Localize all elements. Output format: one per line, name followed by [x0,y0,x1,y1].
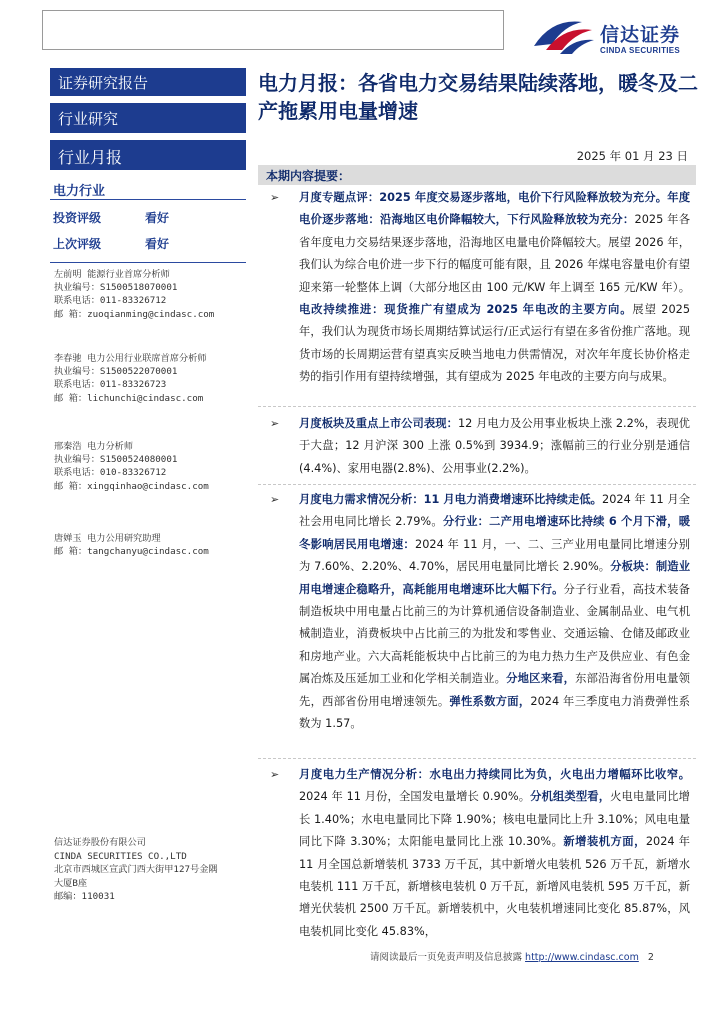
bullet-paragraph: ➢ 月度专题点评：2025 年度交易逐步落地，电价下行风险释放较为充分。年度电价逐步落地：沿海地区电价降幅较大，下行风险释放较为充分：2025 年各省年度电力交易结果逐步落地，沿海地区电量电价降幅较大。展望 2026 年，我们认为综合电价进一步下行的幅度可能有限，且 2026 年煤电容量电价有望迎来第一轮整体上调（大部分地区由 100 元/KW 年上调至 165 元/KW 年）。电改持续推进：现货推广有望成为 2025 年电改的主要方向。展望 2025 年，我们认为现货市场长周期结算试运行/正式运行有望在多省份推广落地。现货市场的长周期运营有望真实反映当地电力供需情况，对次年年度长协价格走势的指引作用有望持续增强，其有望成为 2025 年电改的主要方向与成果。 [270,187,690,389]
report-title: 电力月报：各省电力交易结果陆续落地，暖冬及二产拖累用电量增速 [258,71,698,123]
sidebar-divider [50,199,246,200]
analyst-card: 左前明 能源行业首席分析师 执业编号：S1500518070001 联系电话：011-83326712 邮 箱：zuoqianming@cindasc.com [54,269,215,320]
analyst-card: 唐婵玉 电力公用研究助理 邮 箱：tangchanyu@cindasc.com [54,533,209,558]
section-divider [258,758,696,759]
arrow-bullet-icon: ➢ [270,191,280,204]
sidebar-report-type: 证券研究报告 [50,68,246,96]
cinda-logo-icon [530,16,596,58]
page-number: 2 [647,952,654,963]
arrow-bullet-icon: ➢ [270,417,280,430]
analyst-card: 李春驰 电力公用行业联席首席分析师 执业编号：S1500522070001 联系电话：011-83326723 邮 箱：lichunchi@cindasc.com [54,353,207,404]
arrow-bullet-icon: ➢ [270,493,280,506]
cinda-logo [530,14,710,62]
section-divider [258,484,696,485]
section-divider [258,406,696,407]
website-link[interactable]: http://www.cindasc.com [525,952,639,963]
bullet-paragraph: ➢ 月度板块及重点上市公司表现：12 月电力及公用事业板块上涨 2.2%，表现优于大盘；12 月沪深 300 上涨 0.5%到 3934.9；涨幅前三的行业分别是通信(4.4%)、家用电器(2.8%)、公用事业(2.2%)。 [270,413,690,480]
logo-chinese: 信达证券 [600,24,681,46]
arrow-bullet-icon: ➢ [270,768,280,781]
bullet-paragraph: ➢ 月度电力生产情况分析：水电出力持续同比为负，火电出力增幅环比收窄。2024 年 11 月份，全国发电量增长 0.90%。分机组类型看，火电电量同比增长 1.40%；水电电量同比下降 1.90%；核电电量同比上升 3.10%；风电电量同比下降 3.30%；太阳能电量同比上涨 10.30%。新增装机方面，2024 年 11 月全国总新增装机 3733 万千瓦，其中新增火电装机 526 万千瓦，新增水电装机 111 万千瓦，新增核电装机 0 万千瓦，新增风电装机 595 万千瓦，新增光伏装机 2500 万千瓦。新增装机中，火电装机增速同比变化 85.87%，风电装机同比变化 45.83%， [270,764,690,944]
sidebar-sub-category: 行业月报 [50,140,246,170]
section-header: 本期内容提要： [258,165,696,185]
header-frame [42,10,504,50]
analyst-card: 邢秦浩 电力分析师 执业编号：S1500524080001 联系电话：010-83326712 邮 箱：xingqinhao@cindasc.com [54,441,209,492]
bullet-paragraph: ➢ 月度电力需求情况分析：11 月电力消费增速环比持续走低。2024 年 11 月全社会用电同比增长 2.79%。分行业：二产用电增速环比持续 6 个月下滑，暖冬影响居民用电增速：2024 年 11 月，一、二、三产业用电量同比增速分别为 7.60%、2.20%、4.70%，居民用电量同比增长 2.90%。分板块：制造业用电增速企稳略升，高耗能用电增速环比大幅下行。分子行业看，高技术装备制造板块中用电量占比前三的为计算机通信设备制造业、金属制品业、电气机械制造业，消费板块中占比前三的为批发和零售业、交通运输、仓储及邮政业和房地产业。六大高耗能板块中占比前三的为电力热力生产及供应业、有色金属冶炼及压延加工业和化学相关制造业。分地区来看，东部沿海省份用电量领先，西部省份用电增速领先。弹性系数方面，2024 年三季度电力消费弹性系数为 1.57。 [270,489,690,735]
sidebar-category: 行业研究 [50,103,246,133]
company-info: 信达证券股份有限公司 CINDA SECURITIES CO.,LTD 北京市西城区宣武门西大街甲127号金隅 大厦B座 邮编：110031 [54,837,218,902]
report-date: 2025 年 01 月 23 日 [576,149,688,163]
sidebar-divider [50,262,246,263]
disclaimer-text: 请阅读最后一页免责声明及信息披露 [370,952,523,963]
logo-english: CINDA SECURITIES [600,46,681,55]
page-footer [370,949,690,963]
